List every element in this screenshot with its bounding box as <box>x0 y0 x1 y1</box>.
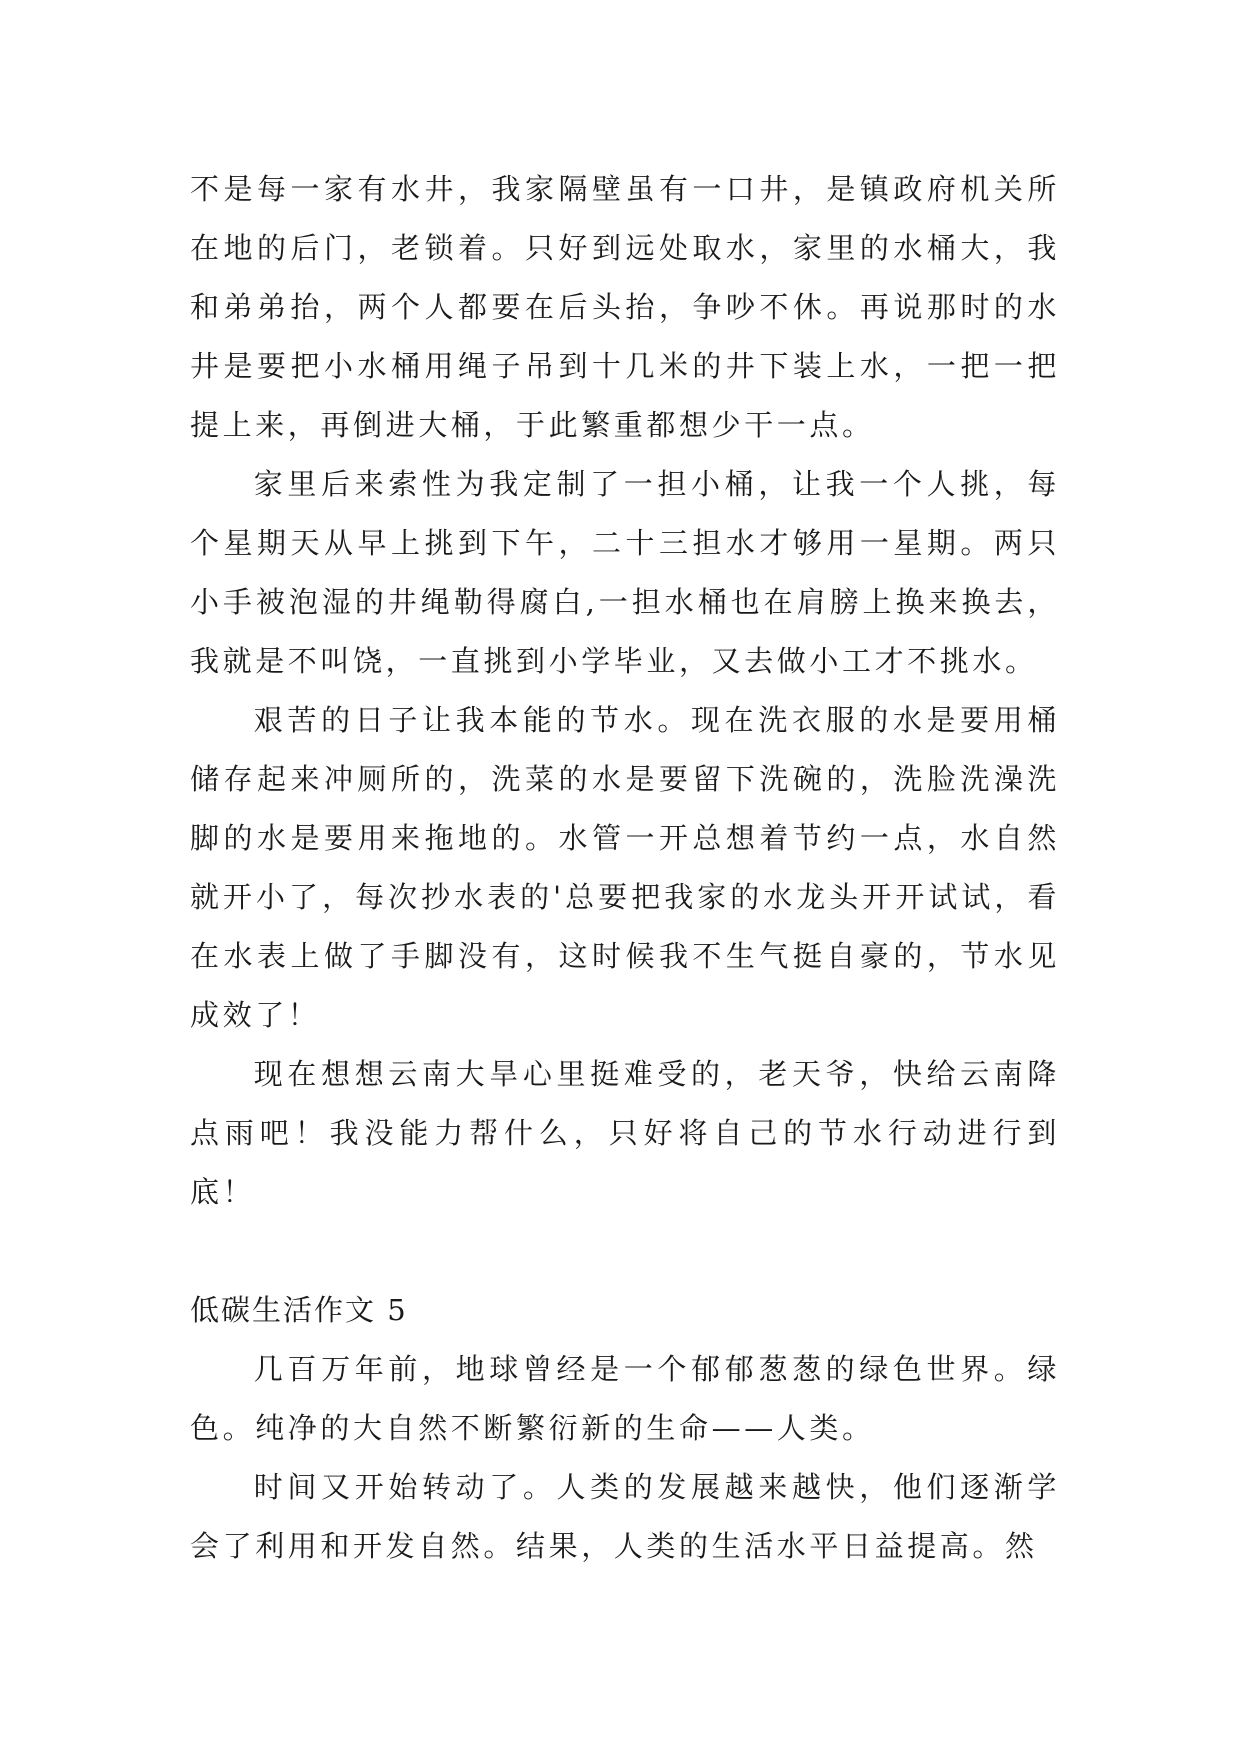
document-body <box>190 160 1060 1576</box>
paragraph-well-water: 不是每一家有水井，我家隔壁虽有一口井，是镇政府机关所在地的后门，老锁着。只好到远处取水，家里的水桶大，我和弟弟抬，两个人都要在后头抬，争吵不休。再说那时的水井是要把小水桶用绳子吊到十几米的井下装上水，一把一把提上来，再倒进大桶，于此繁重都想少干一点。 <box>190 172 1060 442</box>
paragraph-human-development: 时间又开始转动了。人类的发展越来越快，他们逐渐学会了利用和开发自然。结果，人类的生活水平日益提高。然 <box>190 1470 1060 1563</box>
paragraph-yunnan-drought: 现在想想云南大旱心里挺难受的，老天爷，快给云南降点雨吧！我没能力帮什么，只好将自己的节水行动进行到底！ <box>190 1057 1060 1209</box>
paragraph-saving-water: 艰苦的日子让我本能的节水。现在洗衣服的水是要用桶储存起来冲厕所的，洗菜的水是要留下洗碗的，洗脸洗澡洗脚的水是要用来拖地的。水管一开总想着节约一点，水自然就开小了，每次抄水表的'总要把我家的水龙头开开试试，看在水表上做了手脚没有，这时候我不生气挺自豪的，节水见成效了！ <box>190 703 1060 1032</box>
section-title: 低碳生活作文 5 <box>190 1293 408 1327</box>
paragraph-small-buckets: 家里后来索性为我定制了一担小桶，让我一个人挑，每个星期天从早上挑到下午，二十三担水才够用一星期。两只小手被泡湿的井绳勒得腐白,一担水桶也在肩膀上换来换去，我就是不叫饶，一直挑到小学毕业，又去做小工才不挑水。 <box>190 467 1060 678</box>
paragraph-green-world: 几百万年前，地球曾经是一个郁郁葱葱的绿色世界。绿色。纯净的大自然不断繁衍新的生命——人类。 <box>190 1352 1060 1445</box>
